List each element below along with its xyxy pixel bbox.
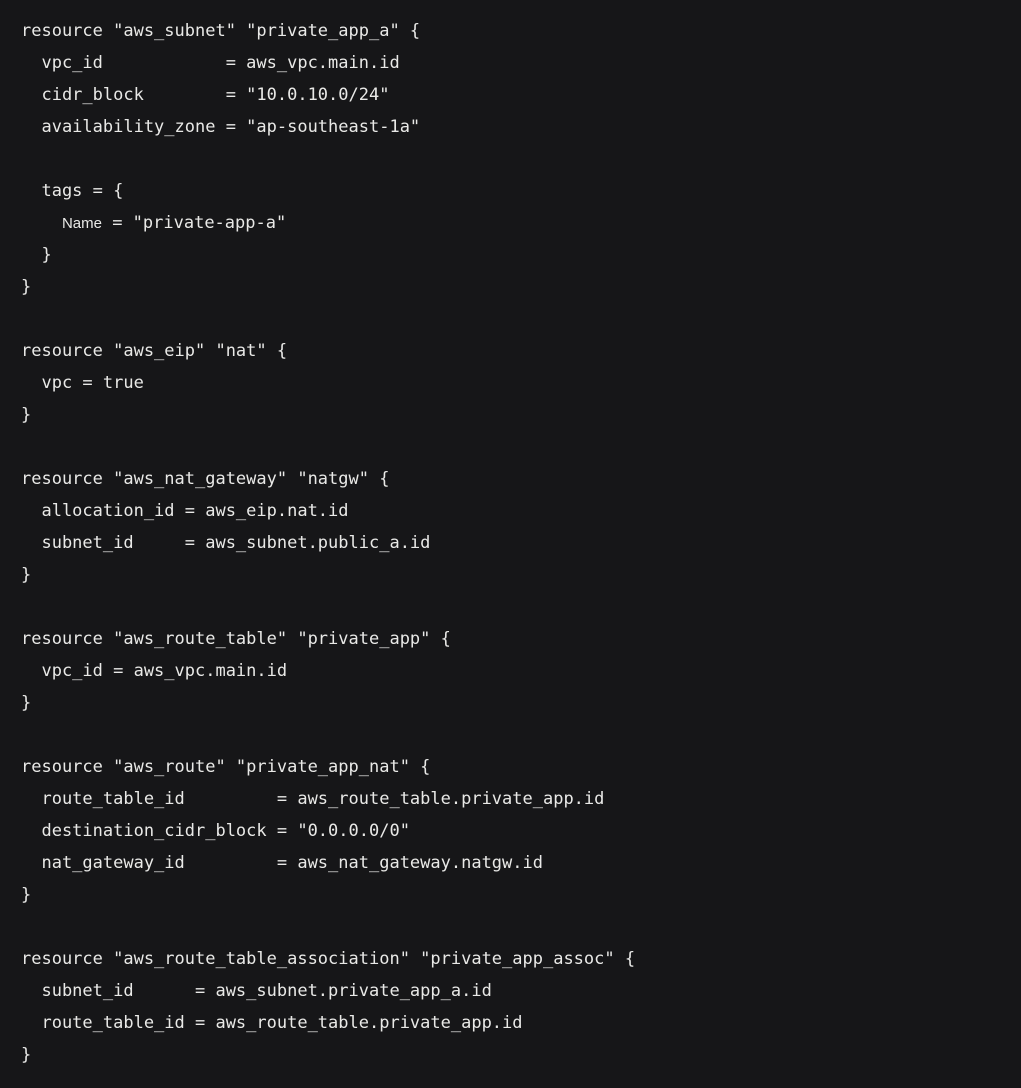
code-line	[21, 143, 1011, 175]
code-token	[21, 213, 62, 233]
code-line	[21, 623, 1011, 655]
code-token: resource "aws_route_table_association" "private_app_assoc" {	[21, 949, 636, 969]
code-line	[21, 943, 1011, 975]
code-token: }	[21, 245, 52, 265]
code-line	[21, 687, 1011, 719]
code-line	[21, 783, 1011, 815]
code-token: vpc_id = aws_vpc.main.id	[21, 53, 400, 73]
code-token: subnet_id = aws_subnet.private_app_a.id	[21, 981, 492, 1001]
code-token: vpc_id = aws_vpc.main.id	[21, 661, 288, 681]
code-token: }	[21, 405, 32, 425]
code-token: resource "aws_eip" "nat" {	[21, 341, 288, 361]
code-line	[21, 655, 1011, 687]
code-token: }	[21, 1045, 32, 1065]
code-token: subnet_id = aws_subnet.public_a.id	[21, 533, 431, 553]
code-token: }	[21, 277, 32, 297]
code-line	[21, 303, 1011, 335]
code-line	[21, 559, 1011, 591]
code-line	[21, 527, 1011, 559]
code-token: destination_cidr_block = "0.0.0.0/0"	[21, 821, 410, 841]
code-token: }	[21, 565, 32, 585]
code-token: resource "aws_route_table" "private_app" {	[21, 629, 451, 649]
code-line	[21, 431, 1011, 463]
code-line	[21, 335, 1011, 367]
code-line	[21, 495, 1011, 527]
code-token: cidr_block = "10.0.10.0/24"	[21, 85, 390, 105]
code-line	[21, 175, 1011, 207]
code-line	[21, 111, 1011, 143]
code-token: tags = {	[21, 181, 124, 201]
code-token: resource "aws_subnet" "private_app_a" {	[21, 21, 421, 41]
code-line	[21, 1007, 1011, 1039]
code-token: nat_gateway_id = aws_nat_gateway.natgw.id	[21, 853, 543, 873]
code-line	[21, 207, 1011, 239]
code-line	[21, 719, 1011, 751]
code-line	[21, 975, 1011, 1007]
code-token: resource "aws_route" "private_app_nat" {	[21, 757, 431, 777]
code-token: vpc = true	[21, 373, 144, 393]
code-line	[21, 751, 1011, 783]
code-line	[21, 463, 1011, 495]
code-line	[21, 239, 1011, 271]
code-line	[21, 15, 1011, 47]
code-line	[21, 815, 1011, 847]
code-line	[21, 79, 1011, 111]
code-token: }	[21, 693, 32, 713]
code-line	[21, 847, 1011, 879]
code-line	[21, 367, 1011, 399]
code-line	[21, 1039, 1011, 1071]
code-token: = "private-app-a"	[101, 213, 287, 233]
code-token: availability_zone = "ap-southeast-1a"	[21, 117, 421, 137]
code-token: route_table_id = aws_route_table.private_app.id	[21, 789, 605, 809]
code-token: resource "aws_nat_gateway" "natgw" {	[21, 469, 390, 489]
code-line	[21, 591, 1011, 623]
code-line	[21, 47, 1011, 79]
code-token-sans: Name	[61, 215, 102, 232]
code-line	[21, 271, 1011, 303]
code-token: route_table_id = aws_route_table.private_app.id	[21, 1013, 523, 1033]
code-line	[21, 399, 1011, 431]
code-line	[21, 879, 1011, 911]
code-token: allocation_id = aws_eip.nat.id	[21, 501, 349, 521]
code-token: }	[21, 885, 32, 905]
code-line	[21, 911, 1011, 943]
